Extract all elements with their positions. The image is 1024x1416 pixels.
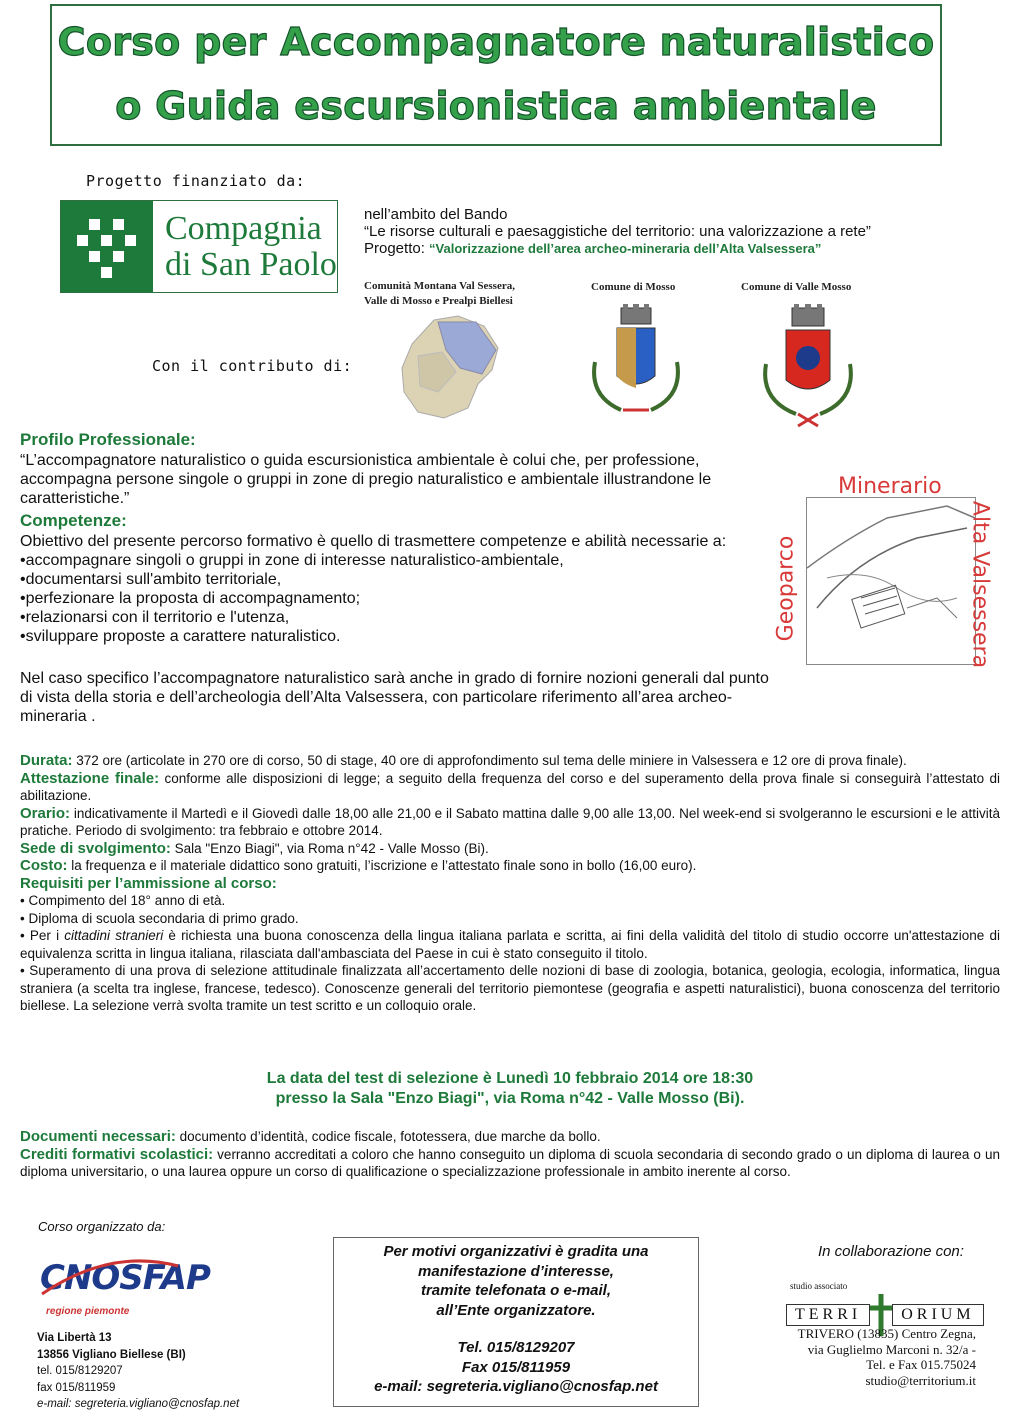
list-item: •accompagnare singoli o gruppi in zone di interesse naturalistico-ambientale,: [20, 552, 564, 569]
crediti-paragraph: Crediti formativi scolastici: verranno accreditati a coloro che hanno conseguito un diploma di scuola secondaria di secondo grado o un diploma di laurea o un diploma universitario, o una laurea oppure un corso di qualificazione o specializzazione professionale in ambito inerente al corso.: [20, 1145, 1000, 1179]
comunita-montana-label: Comunità Montana Val Sessera, Valle di Mosso e Prealpi Biellesi: [364, 280, 515, 307]
documenti-label: Documenti necessari:: [20, 1128, 176, 1145]
documenti-paragraph: Documenti necessari: documento d’identità, codice fiscale, fototessera, due marche da bollo.: [20, 1128, 601, 1145]
note-line4: all’Ente organizzatore.: [436, 1301, 596, 1319]
valle-mosso-coat-of-arms-icon: [756, 302, 862, 432]
requisiti-label: Requisiti per l’ammissione al corso:: [20, 874, 277, 892]
bando-block: [364, 206, 871, 257]
territorium-logo-left: TERRI: [786, 1304, 870, 1326]
organizer-label: Corso organizzato da:: [38, 1219, 166, 1234]
attestazione-label: Attestazione finale:: [20, 769, 160, 787]
compagnia-san-paolo-logo: [60, 200, 338, 293]
organizer-contacts: [37, 1330, 239, 1413]
organizer-address1: Via Libertà 13: [37, 1332, 112, 1344]
list-item: • Compimento del 18° anno di età.: [20, 893, 226, 908]
note-fax: Fax 015/811959: [461, 1358, 571, 1376]
note-tel: Tel. 015/8129207: [457, 1339, 575, 1356]
organizer-address2: 13856 Vigliano Biellese (BI): [37, 1348, 186, 1361]
interest-note-box: [333, 1237, 699, 1407]
title-line-1: Corso per Accompagnatore naturalistico: [57, 20, 935, 64]
profile-heading: Profilo Professionale:: [20, 430, 196, 449]
collab-addr3: Tel. e Fax 015.75024: [866, 1357, 976, 1372]
geoparco-left-label: Geoparco: [773, 535, 799, 642]
geoparco-landscape-icon: [807, 498, 975, 664]
organizer-fax: fax 015/811959: [37, 1381, 116, 1394]
note-line1: Per motivi organizzativi è gradita una: [383, 1243, 649, 1260]
profile-text: “L’accompagnatore naturalistico o guida escursionistica ambientale è colui che, per professione, accompagna persone singole o gruppi in zone di pregio naturalistico e ambientale illustrandone le caratteristiche.”: [20, 452, 712, 507]
bando-line1: nell’ambito del Bando: [364, 206, 508, 223]
compagnia-logo-mark-icon: [61, 201, 153, 292]
list-item: • Per i cittadini stranieri è richiesta una buona conoscenza della lingua italiana parlata e scritta, ai fini della validità del titolo di studio occorre un'attestazione di equivalenza scritta in lingua italiana, rilasciata dall'ambasciata del Paese in cui è stato conseguito il titolo.: [20, 928, 1000, 961]
attestazione-paragraph: Attestazione finale: conforme alle disposizioni di legge; a seguito della frequenza del corso e del superamento della prova finale si conseguirà l’attestato di abilitazione.: [20, 769, 1000, 803]
cnosfap-logo: CNOSFAP: [40, 1258, 210, 1298]
collab-addr1: TRIVERO (13835) Centro Zegna,: [797, 1326, 976, 1341]
costo-label: Costo:: [20, 857, 68, 874]
durata-label: Durata:: [20, 752, 73, 769]
geoparco-image: [806, 497, 976, 665]
progetto-label: Progetto:: [364, 240, 425, 257]
crediti-label: Crediti formativi scolastici:: [20, 1145, 214, 1163]
cnosfap-swoosh-icon: [40, 1254, 180, 1300]
test-date-line2: presso la Sala "Enzo Biagi", via Roma n°42 - Valle Mosso (Bi).: [275, 1090, 745, 1107]
list-item: •relazionarsi con il territorio e l'utenza,: [20, 609, 290, 626]
collaboration-contacts: [740, 1326, 976, 1388]
organizer-email: e-mail: segreteria.vigliano@cnosfap.net: [37, 1398, 240, 1410]
territorium-studio-label: studio associato: [790, 1281, 848, 1291]
comune-mosso-label: Comune di Mosso: [591, 281, 676, 293]
collaboration-label: In collaborazione con:: [818, 1243, 964, 1260]
mosso-coat-of-arms-icon: [583, 302, 689, 424]
durata-paragraph: Durata: 372 ore (articolate in 270 ore di corso, 50 di stage, 40 ore di approfondimento sul tema delle miniere in Valsessera e 12 ore di prova finale).: [20, 752, 907, 769]
contributors-label: Con il contributo di:: [152, 357, 353, 375]
collab-addr2: via Guglielmo Marconi n. 32/a -: [807, 1341, 976, 1357]
compagnia-name-line1: Compagnia: [165, 210, 322, 247]
comunita-map-icon: [398, 312, 504, 424]
sede-label: Sede di svolgimento:: [20, 839, 171, 857]
orario-paragraph: Orario: indicativamente il Martedì e il Giovedì dalle 18,00 alle 21,00 e il Sabato mattina dalle 9,00 alle 13,00. Nel week-end si svolgeranno le escursioni e le attività pratiche. Periodo di svolgimento: tra febbraio e ottobre 2014.: [20, 804, 1000, 838]
note-email[interactable]: e-mail: segreteria.vigliano@cnosfap.net: [374, 1378, 658, 1395]
skills-intro: Obiettivo del presente percorso formativo è quello di trasmettere competenze e abilità necessarie a:: [20, 533, 727, 550]
list-item: • Superamento di una prova di selezione attitudinale finalizzata all’accertamento delle nozioni di base di zoologia, botanica, geologia, ecologia, informatica, lingua straniera (a scelta tra inglese, francese, tedesco). Conoscenze generali del territorio piemontese (geografia e aspetti naturalistici), buona conoscenza del territorio biellese. La selezione verrà svolta tramite un test scritto e un colloquio orale.: [20, 963, 1000, 1013]
list-item: • Diploma di scuola secondaria di primo grado.: [20, 910, 299, 926]
compagnia-name-line2: di San Paolo: [165, 246, 337, 283]
organizer-tel: tel. 015/8129207: [37, 1365, 123, 1377]
orario-label: Orario:: [20, 804, 71, 822]
skills-list: [20, 551, 780, 646]
test-date-line1: La data del test di selezione è Lunedì 10 febbraio 2014 ore 18:30: [266, 1070, 754, 1087]
geoparco-right-label: Alta Valsessera: [967, 500, 993, 669]
comune-valle-mosso-label: Comune di Valle Mosso: [741, 281, 852, 293]
list-item: •documentarsi sull'ambito territoriale,: [20, 571, 282, 588]
title-line-2: o Guida escursionistica ambientale: [115, 84, 877, 128]
funding-label: Progetto finanziato da:: [86, 172, 306, 190]
territorium-logo-right: ORIUM: [892, 1304, 983, 1326]
skills-heading: Competenze:: [20, 511, 127, 530]
progetto-line: [364, 240, 871, 257]
geoparco-top-label: Minerario: [838, 474, 942, 499]
details-block: [20, 752, 1000, 1015]
test-date: [20, 1069, 1000, 1109]
note-line3: tramite telefonata o e-mail,: [420, 1282, 612, 1299]
cnosfap-region: regione piemonte: [46, 1306, 130, 1317]
note-line2: manifestazione d’interesse,: [418, 1262, 614, 1280]
costo-paragraph: Costo: la frequenza e il materiale didattico sono gratuiti, l’iscrizione e l’attestato finale sono in bollo (16,00 euro).: [20, 857, 697, 874]
collab-email[interactable]: studio@territorium.it: [865, 1372, 976, 1388]
bando-line2: “Le risorse culturali e paesaggistiche del territorio: una valorizzazione a rete”: [364, 223, 871, 240]
list-item: •sviluppare proposte a carattere naturalistico.: [20, 628, 341, 645]
skills-specific: Nel caso specifico l’accompagnatore naturalistico sarà anche in grado di fornire nozioni generali dal punto di vista della storia e dell’archeologia dell’Alta Valsessera, con particolare riferimento all’area archeo-mineraria .: [20, 670, 769, 725]
documents-block: [20, 1128, 1000, 1181]
title-box: [50, 4, 942, 146]
list-item: •perfezionare la proposta di accompagnamento;: [20, 590, 361, 607]
progetto-name: “Valorizzazione dell’area archeo-mineraria dell’Alta Valsessera”: [429, 241, 822, 256]
sede-paragraph: Sede di svolgimento: Sala "Enzo Biagi", via Roma n°42 - Valle Mosso (Bi).: [20, 839, 489, 857]
